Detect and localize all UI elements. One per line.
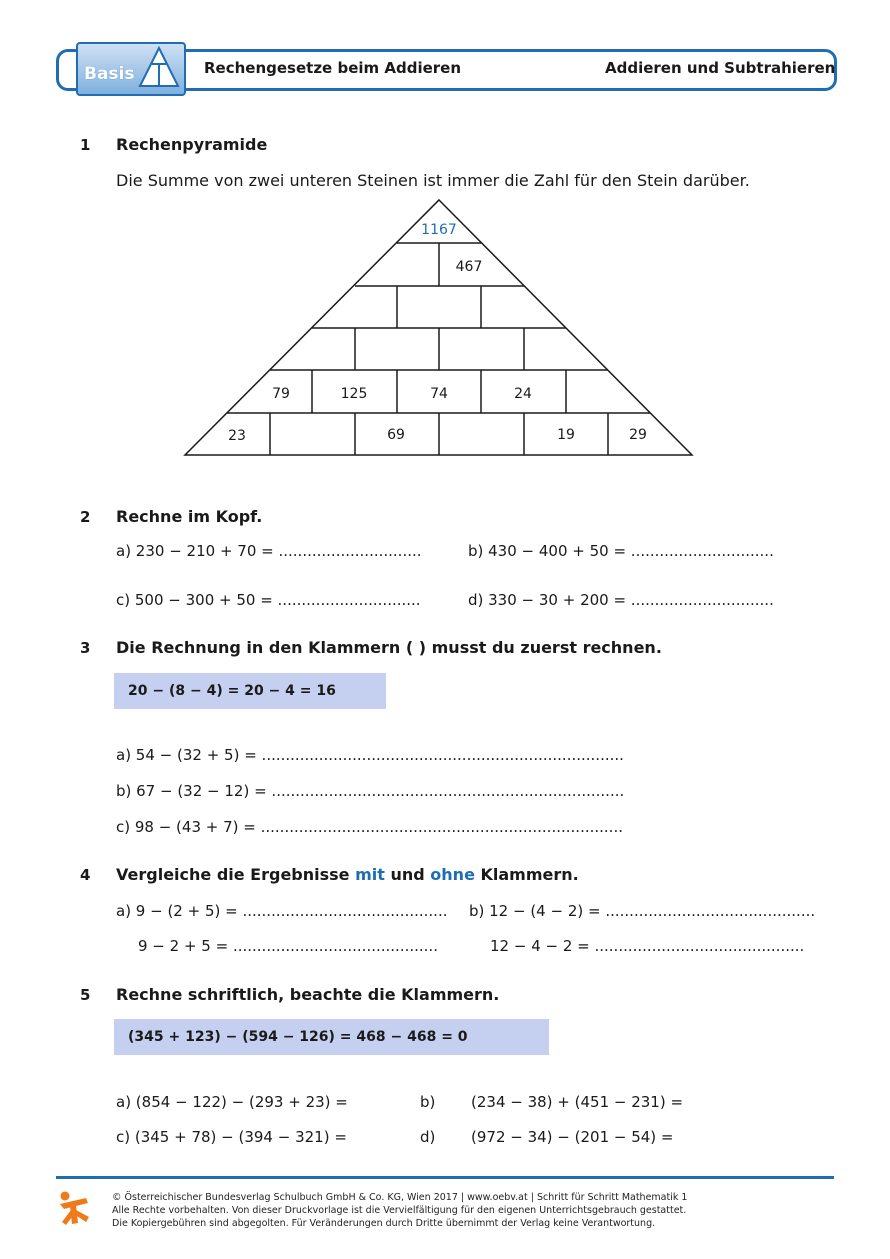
task2-title: Rechne im Kopf. — [116, 507, 263, 526]
footer-copyright — [112, 1191, 687, 1230]
footer-rule — [56, 1176, 834, 1179]
task5-item-b: (234 − 38) + (451 − 231) = — [471, 1093, 684, 1111]
task5-item-d: (972 − 34) − (201 − 54) = — [471, 1128, 674, 1146]
task5-example-box: (345 + 123) − (594 − 126) = 468 − 468 = 0 — [114, 1019, 549, 1055]
pyramid-cell: 125 — [340, 386, 368, 402]
pyramid-cell: 23 — [228, 428, 246, 444]
worksheet-title: Rechengesetze beim Addieren — [204, 59, 462, 77]
task4-title-part: Vergleiche die Ergebnisse — [116, 865, 356, 884]
task3-number: 3 — [80, 639, 91, 657]
pyramid-cell: 24 — [514, 386, 532, 402]
footer-line-3: Die Kopiergebühren sind abgegolten. Für Veränderungen durch Dritte übernimmt der Verlag keine Verantwortung. — [112, 1218, 656, 1229]
pyramid-cell: 29 — [629, 427, 647, 443]
pyramid-top-value: 1167 — [421, 222, 457, 238]
task4-item-a2: 9 − 2 + 5 = ........................................... — [138, 937, 438, 955]
task3-item-a: a) 54 − (32 + 5) = ............................................................................ — [116, 746, 624, 764]
pyramid-cell: 467 — [455, 259, 483, 275]
task1-number: 1 — [80, 136, 91, 154]
pyramid-cell: 19 — [557, 427, 575, 443]
task3-item-b: b) 67 − (32 − 12) = .......................................................................... — [116, 782, 625, 800]
task2-item-a: a) 230 − 210 + 70 = .............................. — [116, 542, 422, 560]
task4-item-a1: a) 9 − (2 + 5) = ........................................... — [116, 902, 448, 920]
basis-triangle-icon — [138, 46, 180, 88]
task2-item-d: d) 330 − 30 + 200 = .............................. — [468, 591, 774, 609]
task4-item-b2: 12 − 4 − 2 = ............................................ — [490, 937, 805, 955]
pyramid-cell: 69 — [387, 427, 405, 443]
task4-number: 4 — [80, 866, 91, 884]
worksheet-topic: Addieren und Subtrahieren — [605, 59, 836, 77]
task3-item-c: c) 98 − (43 + 7) = ............................................................................ — [116, 818, 623, 836]
task1-instruction: Die Summe von zwei unteren Steinen ist immer die Zahl für den Stein darüber. — [116, 171, 750, 190]
publisher-logo-icon — [56, 1190, 92, 1226]
task5-title: Rechne schriftlich, beachte die Klammern. — [116, 985, 500, 1004]
pyramid-cell: 74 — [430, 386, 448, 402]
task3-title: Die Rechnung in den Klammern ( ) musst du zuerst rechnen. — [116, 638, 662, 657]
task2-item-b: b) 430 − 400 + 50 = .............................. — [468, 542, 774, 560]
task5-item-c: c) (345 + 78) − (394 − 321) = — [116, 1128, 347, 1146]
task4-title-mit: mit — [355, 865, 385, 884]
pyramid-cell: 79 — [272, 386, 290, 402]
footer-line-1: © Österreichischer Bundesverlag Schulbuch GmbH & Co. KG, Wien 2017 | www.oebv.at | Schritt für Schritt Mathematik 1 — [112, 1192, 688, 1203]
task4-title-ohne: ohne — [430, 865, 475, 884]
task2-number: 2 — [80, 508, 91, 526]
task4-item-b1: b) 12 − (4 − 2) = ............................................ — [469, 902, 816, 920]
task5-label-d: d) — [420, 1128, 436, 1146]
basis-label: Basis — [84, 64, 135, 84]
number-pyramid — [180, 198, 700, 460]
task5-item-a: a) (854 − 122) − (293 + 23) = — [116, 1093, 348, 1111]
footer-line-2: Alle Rechte vorbehalten. Von dieser Druckvorlage ist die Vervielfältigung für den eigenen Unterrichtsgebrauch gestattet. — [112, 1205, 687, 1216]
task2-item-c: c) 500 − 300 + 50 = .............................. — [116, 591, 421, 609]
task4-title-part: Klammern. — [474, 865, 579, 884]
task4-title-part: und — [384, 865, 431, 884]
task4-title — [116, 865, 579, 884]
task5-label-b: b) — [420, 1093, 436, 1111]
task3-example-box: 20 − (8 − 4) = 20 − 4 = 16 — [114, 673, 386, 709]
task5-number: 5 — [80, 986, 91, 1004]
task1-title: Rechenpyramide — [116, 135, 268, 154]
